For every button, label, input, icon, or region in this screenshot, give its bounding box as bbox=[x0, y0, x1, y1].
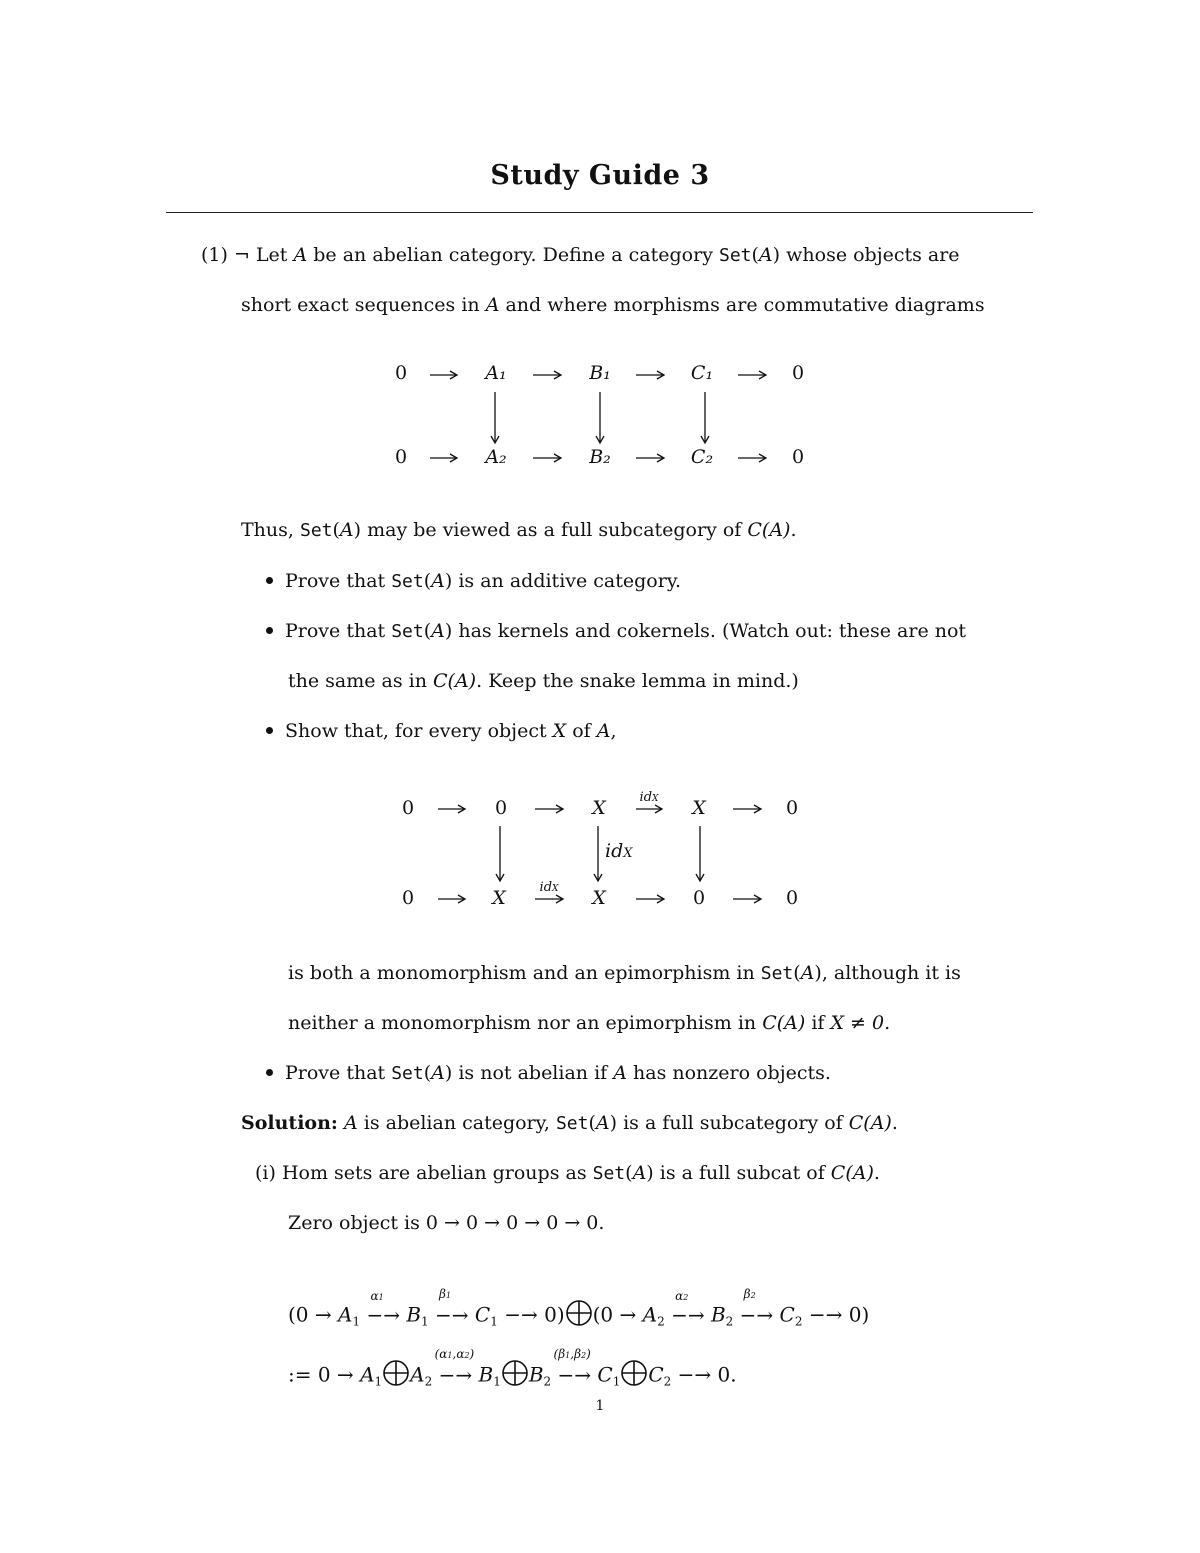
math-C-of-A: C(A) bbox=[848, 1112, 892, 1134]
d2-bot-X1: X bbox=[492, 887, 506, 909]
d2-top-idx-label: idX bbox=[639, 790, 659, 805]
math-A: A bbox=[800, 962, 815, 984]
text: ( bbox=[332, 519, 340, 541]
d2-top-0a: 0 bbox=[401, 797, 415, 819]
d1-bot-A2: A₂ bbox=[485, 446, 507, 468]
d2-top-0b: 0 bbox=[494, 797, 508, 819]
solution-heading: Solution: bbox=[241, 1112, 338, 1134]
solution-item-i bbox=[255, 1161, 880, 1186]
math-A: A bbox=[431, 570, 445, 592]
d1-top-end-0: 0 bbox=[791, 362, 805, 384]
text: ) bbox=[353, 519, 362, 541]
math-A: A bbox=[485, 294, 500, 316]
text: . bbox=[891, 1112, 898, 1134]
text: be an abelian category. Define a category bbox=[313, 244, 713, 266]
d2-bot-0b: 0 bbox=[692, 887, 706, 909]
math-X-neq-0: X ≠ 0. bbox=[830, 1012, 891, 1034]
d1-top-C1: C₁ bbox=[690, 362, 714, 384]
text: . bbox=[873, 1162, 880, 1184]
math-A: A bbox=[431, 1062, 445, 1084]
text: Prove that bbox=[285, 570, 386, 592]
math-C-of-A: C(A) bbox=[762, 1012, 806, 1034]
text: . bbox=[790, 519, 797, 541]
text: ) bbox=[772, 244, 781, 266]
d2-bot-0a: 0 bbox=[401, 887, 415, 909]
text: ( bbox=[423, 620, 432, 642]
math-C-of-A: C(A) bbox=[747, 519, 791, 541]
math-A: A bbox=[339, 519, 354, 541]
after-diagram-line-1 bbox=[288, 961, 961, 986]
solution-heading-line bbox=[241, 1111, 898, 1136]
d2-top-X2: X bbox=[692, 797, 706, 819]
math-set: Set bbox=[718, 245, 752, 266]
text: the same as in bbox=[288, 670, 427, 692]
text: , although it is bbox=[821, 962, 961, 984]
text: if bbox=[811, 1012, 825, 1034]
text: , bbox=[610, 720, 617, 742]
item-number: (i) bbox=[255, 1162, 276, 1184]
text: short exact sequences in bbox=[241, 294, 480, 316]
d2-vertical-idx-label: idX bbox=[605, 840, 633, 862]
math-A: A bbox=[343, 1112, 358, 1134]
text: ) bbox=[444, 570, 453, 592]
text: ) bbox=[444, 1062, 453, 1084]
text: is a full subcat of bbox=[659, 1162, 825, 1184]
d2-bot-end-0: 0 bbox=[785, 887, 799, 909]
text: Prove that bbox=[285, 1062, 386, 1084]
d1-bot-end-0: 0 bbox=[791, 446, 805, 468]
math-C-of-A: C(A) bbox=[433, 670, 477, 692]
text: and where morphisms are commutative diagrams bbox=[505, 294, 985, 316]
text: ( bbox=[423, 1062, 432, 1084]
text: whose objects are bbox=[786, 244, 960, 266]
text: Let bbox=[255, 244, 288, 266]
d2-top-X1: X bbox=[592, 797, 606, 819]
math-set: Set bbox=[391, 571, 424, 592]
text: may be viewed as a full subcategory of bbox=[367, 519, 742, 541]
text: neither a monomorphism nor an epimorphism in bbox=[288, 1012, 757, 1034]
zero-object-line: Zero object is 0 → 0 → 0 → 0 → 0. bbox=[288, 1212, 605, 1234]
oplus-icon bbox=[565, 1299, 593, 1327]
text: ( bbox=[793, 962, 801, 984]
d1-bot-B2: B₂ bbox=[589, 446, 611, 468]
page-number: 1 bbox=[595, 1398, 605, 1414]
d2-top-end-0: 0 bbox=[785, 797, 799, 819]
text: is both a monomorphism and an epimorphism in bbox=[288, 962, 755, 984]
math-set: Set bbox=[299, 520, 333, 541]
text: Show that, for every object bbox=[285, 720, 547, 742]
text: ( bbox=[588, 1112, 596, 1134]
problem-number: (1) bbox=[201, 244, 228, 266]
oplus-icon bbox=[382, 1359, 410, 1387]
text: ) bbox=[609, 1112, 618, 1134]
text: ) bbox=[814, 962, 822, 984]
text: . Keep the snake lemma in mind.) bbox=[476, 670, 799, 692]
math-A: A bbox=[293, 244, 308, 266]
d1-top-B1: B₁ bbox=[589, 362, 611, 384]
math-A: A bbox=[431, 620, 445, 642]
text: is not abelian if bbox=[458, 1062, 608, 1084]
text: has kernels and cokernels. (Watch out: these are not bbox=[458, 620, 967, 642]
d2-bot-X2: X bbox=[592, 887, 606, 909]
d2-bot-idx-label: idX bbox=[539, 880, 559, 895]
math-set: Set bbox=[555, 1113, 589, 1134]
text: of bbox=[572, 720, 591, 742]
math-set: Set bbox=[760, 963, 794, 984]
negation-symbol: ¬ bbox=[233, 244, 250, 266]
math-X: X bbox=[552, 720, 567, 742]
math-set: Set bbox=[391, 1063, 424, 1084]
math-set: Set bbox=[391, 621, 424, 642]
text: is abelian category, bbox=[363, 1112, 550, 1134]
math-A: A bbox=[632, 1162, 647, 1184]
text: Prove that bbox=[285, 620, 386, 642]
direct-sum-line-1: ($0 \to A_1$ α1 −→ $B_1$ β1 −→ $C_1 -\to 0$) ($0 \to A_2$ α2 −→ $B_2$ β2 −→ $C_2 -\to 0$) bbox=[288, 1286, 870, 1329]
d1-bot-C2: C₂ bbox=[690, 446, 714, 468]
oplus-icon bbox=[620, 1359, 648, 1387]
math-set: Set bbox=[592, 1163, 626, 1184]
text: Thus, bbox=[241, 519, 294, 541]
text: is a full subcategory of bbox=[623, 1112, 843, 1134]
text: Hom sets are abelian groups as bbox=[281, 1162, 587, 1184]
text: ) bbox=[444, 620, 453, 642]
math-C-of-A: C(A) bbox=[830, 1162, 874, 1184]
after-diagram-line-2 bbox=[288, 1011, 890, 1035]
oplus-icon bbox=[501, 1359, 529, 1387]
bullet-dot bbox=[266, 1069, 273, 1076]
text: has nonzero objects. bbox=[633, 1062, 831, 1084]
d1-top-A1: A₁ bbox=[485, 362, 507, 384]
bullet-4 bbox=[266, 1061, 831, 1086]
d1-bot-0: 0 bbox=[394, 446, 408, 468]
text: ( bbox=[423, 570, 432, 592]
page-title: Study Guide 3 bbox=[490, 160, 710, 191]
math-A: A bbox=[758, 244, 773, 266]
text: is an additive category. bbox=[458, 570, 682, 592]
d1-top-0: 0 bbox=[394, 362, 408, 384]
text: ( bbox=[751, 244, 759, 266]
math-A: A bbox=[595, 1112, 610, 1134]
text: ( bbox=[625, 1162, 633, 1184]
direct-sum-line-2: := $0 \to A_1$ $A_2$ (α1,α2) −→ $B_1$ $B_2$ (β1,β2) −→ $C_1$ $C_2 -\to 0$. bbox=[288, 1346, 737, 1389]
math-A: A bbox=[613, 1062, 627, 1084]
text: ) bbox=[646, 1162, 654, 1184]
math-A: A bbox=[596, 720, 611, 742]
